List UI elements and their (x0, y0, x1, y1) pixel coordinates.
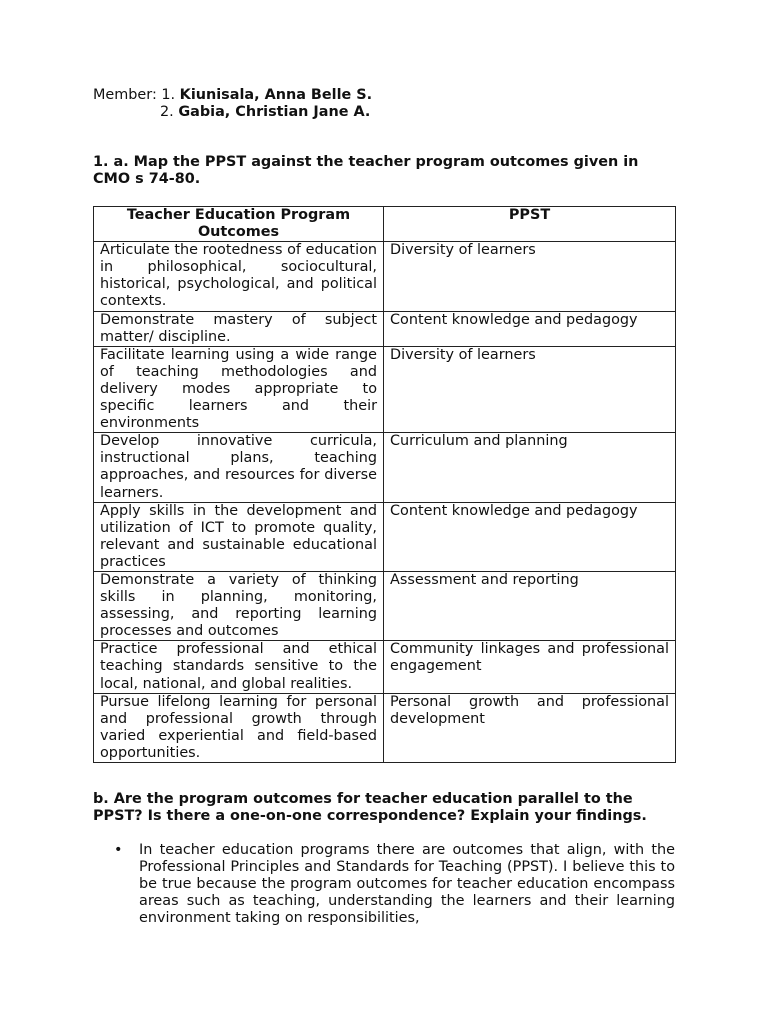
member-name-1: Kiunisala, Anna Belle S. (179, 87, 373, 103)
question-b: b. Are the program outcomes for teacher education parallel to the PPST? Is there a one-on-one correspondence? Explain your findings. (93, 791, 647, 824)
table-row (94, 502, 676, 571)
outcome-cell: Apply skills in the development and utilization of ICT to promote quality, relevant and sustainable educational practices (94, 502, 384, 571)
question-a: 1. a. Map the PPST against the teacher program outcomes given in CMO s 74-80. (93, 154, 639, 187)
outcome-cell: Articulate the rootedness of education in philosophical, sociocultural, historical, psychological, and political contexts. (94, 242, 384, 311)
outcome-cell: Facilitate learning using a wide range of teaching methodologies and delivery modes appropriate to specific learners and their environments (94, 346, 384, 432)
table-header-row (94, 207, 676, 242)
answer-list (93, 842, 675, 927)
outcome-cell: Demonstrate mastery of subject matter/ discipline. (94, 311, 384, 346)
table-row (94, 346, 676, 432)
ppst-cell: Content knowledge and pedagogy (384, 311, 676, 346)
ppst-cell: Community linkages and professional engagement (384, 641, 676, 693)
ppst-cell: Diversity of learners (384, 242, 676, 311)
member-line-2 (93, 104, 372, 121)
table-row (94, 242, 676, 311)
ppst-cell: Diversity of learners (384, 346, 676, 432)
header-outcomes: Teacher Education Program Outcomes (94, 207, 384, 242)
header-ppst: PPST (384, 207, 676, 242)
ppst-cell: Content knowledge and pedagogy (384, 502, 676, 571)
ppst-cell: Personal growth and professional development (384, 693, 676, 762)
table-row (94, 571, 676, 640)
mapping-table (93, 206, 676, 763)
outcome-cell: Demonstrate a variety of thinking skills in planning, monitoring, assessing, and reporting learning processes and outcomes (94, 571, 384, 640)
table-row (94, 433, 676, 502)
outcome-cell: Pursue lifelong learning for personal and professional growth through varied experiential and field-based opportunities. (94, 693, 384, 762)
ppst-cell: Assessment and reporting (384, 571, 676, 640)
member-prefix: Member: 1. (93, 87, 180, 103)
answer-text: In teacher education programs there are outcomes that align, with the Professional Principles and Standards for Teaching (PPST). I believe this to be true because the program outcomes for teacher education encompass areas such as teaching, understanding the learners and their learning environment taking on responsibilities, (139, 842, 675, 927)
member-line-1 (93, 87, 372, 104)
outcome-cell: Practice professional and ethical teaching standards sensitive to the local, national, and global realities. (94, 641, 384, 693)
member-name-2: Gabia, Christian Jane A. (178, 104, 371, 120)
table-row (94, 693, 676, 762)
bullet-icon: • (114, 842, 123, 858)
members-block (93, 87, 372, 121)
ppst-cell: Curriculum and planning (384, 433, 676, 502)
outcome-cell: Develop innovative curricula, instructional plans, teaching approaches, and resources for diverse learners. (94, 433, 384, 502)
list-item (93, 842, 675, 927)
table-row (94, 641, 676, 693)
answer-block (93, 842, 675, 927)
table-row (94, 311, 676, 346)
member-number-2: 2. (160, 104, 179, 120)
